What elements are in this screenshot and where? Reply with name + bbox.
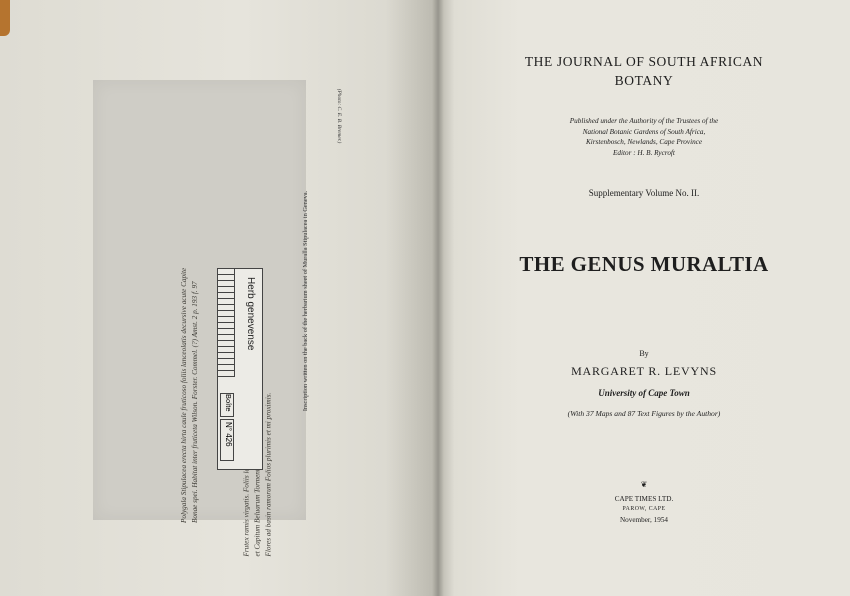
publication-date: November, 1954 [619, 515, 669, 524]
publisher-name: CAPE TIMES LTD. [614, 495, 674, 503]
authority-line: National Botanic Gardens of South Africa, [582, 127, 706, 136]
wooden-table-corner [0, 0, 10, 36]
herbarium-photo [93, 80, 306, 557]
plate-caption: Inscription written on the back of the herbarium sheet of Muralla Stipulacea in Geneva. [302, 190, 309, 412]
scale-ruler [218, 269, 235, 377]
by-line: By [639, 349, 649, 358]
supplementary-volume: Supplementary Volume No. II. [588, 188, 700, 198]
journal-title-line: THE JOURNAL OF SOUTH AFRICAN [524, 54, 764, 69]
editor-line: Editor : H. B. Rycroft [613, 148, 675, 157]
photo-credit: (Photo: C. E. B. Bremer.) [336, 88, 342, 144]
handwriting-line: Flores ad basin ramorum Folios plurimis et mi proximis. [264, 392, 273, 557]
authority-line: Kirstenbosch, Newlands, Cape Province [585, 138, 703, 147]
herbarium-name: Herb genevense [245, 277, 256, 351]
publisher-place: PAROW, CAPE [622, 506, 666, 513]
box-label [220, 393, 234, 417]
box-label-text: Boîte [224, 394, 233, 412]
herbarium-label [217, 268, 263, 470]
author-affiliation: University of Cape Town [598, 388, 690, 398]
book-title: THE GENUS MURALTIA [519, 252, 769, 276]
journal-title-line: BOTANY [614, 73, 674, 88]
handwritten-inscription [179, 83, 219, 523]
handwriting-line: Bonae spei. Habitat inter fruticeta Wilson. Forster. Commel. (?) Amst. 2 p. 193 f. 97 [191, 281, 199, 523]
specimen-number-box [220, 419, 234, 461]
author-name: MARGARET R. LEVYNS [571, 364, 717, 378]
authority-statement [438, 116, 850, 158]
specimen-number: N° 426 [224, 422, 233, 447]
publisher-block [438, 494, 850, 525]
handwriting-line: Polygala Stipulacea erecta hirta caule fruticoso foliis lanceolatis decursive acute Capite [180, 267, 188, 523]
authority-line: Published under the Authority of the Trustees of the [569, 117, 719, 125]
journal-title [438, 52, 850, 90]
publisher-emblem-icon: ❦ [640, 480, 648, 489]
figures-note: (With 37 Maps and 87 Text Figures by the Author) [567, 409, 721, 418]
